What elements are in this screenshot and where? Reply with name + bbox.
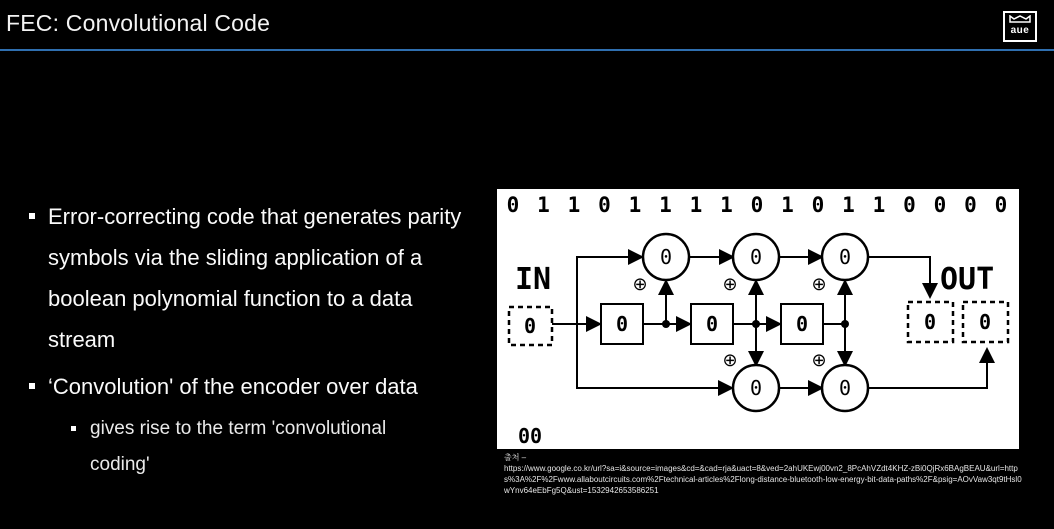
xor-symbol: ⊕	[722, 274, 738, 294]
crown-icon	[1009, 15, 1031, 23]
register-value: 0	[615, 312, 629, 336]
caption-label: 출처 –	[504, 453, 527, 462]
slide-title: FEC: Convolutional Code	[6, 10, 271, 36]
bullet-text: Error-correcting code that generates parity symbols via the sliding application of a boolean polynomial function to a data stream	[48, 204, 462, 352]
input-bit: 0	[903, 193, 916, 217]
input-bit: 1	[537, 193, 550, 217]
bullet-list	[29, 196, 479, 483]
input-bit: 0	[994, 193, 1008, 217]
junction-dot	[662, 320, 670, 328]
bullet-marker	[29, 383, 35, 389]
register-value: 0	[795, 312, 809, 336]
xor-value: 0	[838, 376, 852, 400]
xor-symbol: ⊕	[632, 274, 648, 294]
logo-text: aue	[1010, 25, 1030, 36]
input-bit: 1	[567, 193, 581, 217]
top-output-line	[868, 257, 930, 297]
xor-value: 0	[749, 245, 763, 269]
input-bit: 0	[750, 193, 764, 217]
sub-bullet-item	[71, 411, 420, 483]
sub-bullet-marker	[71, 426, 76, 431]
input-bit: 1	[781, 193, 794, 217]
output-value: 0	[978, 310, 992, 334]
xor-symbol: ⊕	[722, 350, 738, 370]
bullet-item	[29, 366, 479, 407]
input-bit: 1	[659, 193, 672, 217]
xor-value: 0	[838, 245, 852, 269]
junction-dot	[841, 320, 849, 328]
bullet-text: ‘Convolution' of the encoder over data	[48, 374, 418, 399]
input-bit-row	[507, 193, 1008, 217]
in-label: IN	[515, 262, 552, 297]
xor-symbol: ⊕	[811, 350, 827, 370]
convolutional-encoder-diagram	[497, 189, 1019, 449]
image-source-caption	[504, 452, 1024, 496]
bullet-item	[29, 196, 479, 360]
caption-url: https://www.google.co.kr/url?sa=i&source=images&cd=&cad=rja&uact=8&ved=2ahUKEwj00vn2_8PcAhVZdt4KHZ-zBi0QjRx6BAgBEAU&url=https%3A%2F%2Fwww.allaboutcircuits.com%2Ftechnical-articles%2Flong-distance-bluetooth-low-energy-bit-data-paths%2F&psig=AOvVaw3qt9tHsl0wYnv64eEbFg5Q&ust=1532942653586251	[504, 464, 1022, 495]
input-bit: 0	[811, 193, 825, 217]
input-bit: 0	[964, 193, 977, 217]
input-bit: 0	[933, 193, 947, 217]
encoder-svg	[497, 189, 1019, 449]
xor-value: 0	[659, 245, 673, 269]
input-bit: 1	[872, 193, 886, 217]
sub-bullet-text: gives rise to the term 'convolutional coding'	[90, 418, 387, 475]
output-bit-stream: 00	[518, 424, 543, 448]
register-value: 0	[705, 312, 719, 336]
title-divider	[0, 49, 1054, 51]
junction-dot	[752, 320, 760, 328]
xor-value: 0	[749, 376, 763, 400]
bullet-marker	[29, 213, 35, 219]
input-bit: 1	[689, 193, 703, 217]
input-bit: 1	[842, 193, 855, 217]
out-label: OUT	[940, 262, 995, 297]
bottom-output-line	[868, 349, 987, 388]
input-bit: 1	[628, 193, 642, 217]
input-value: 0	[523, 314, 537, 338]
input-bit: 1	[720, 193, 733, 217]
xor-symbol: ⊕	[811, 274, 827, 294]
university-logo	[1003, 11, 1037, 42]
input-bit: 0	[598, 193, 611, 217]
input-bit: 0	[506, 193, 520, 217]
output-value: 0	[923, 310, 937, 334]
